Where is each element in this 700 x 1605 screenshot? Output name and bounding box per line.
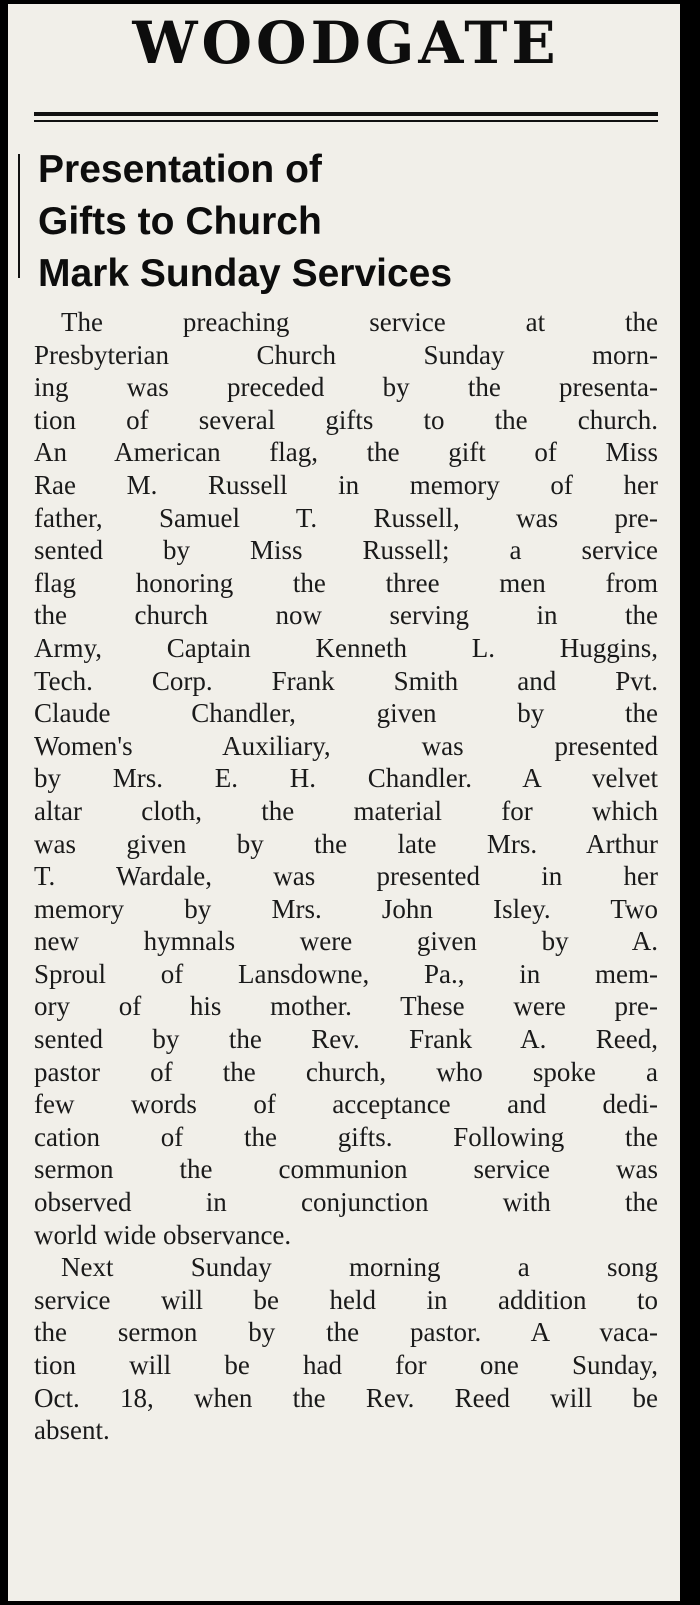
- article-line: Rae M. Russell in memory of her: [34, 469, 658, 500]
- article-line: world wide observance.: [34, 1219, 292, 1250]
- article-paragraph-2: [34, 1251, 658, 1447]
- article-line: An American flag, the gift of Miss: [34, 437, 658, 468]
- article-line: sented by the Rev. Frank A. Reed,: [34, 1024, 658, 1055]
- article-line: absent.: [34, 1415, 110, 1446]
- article-line: new hymnals were given by A.: [34, 926, 658, 957]
- article-line: pastor of the church, who spoke a: [34, 1056, 658, 1087]
- article-line: Tech. Corp. Frank Smith and Pvt.: [34, 665, 658, 696]
- headline-line: Presentation of: [38, 148, 322, 191]
- article-line: Claude Chandler, given by the: [34, 698, 658, 729]
- article-line: observed in conjunction with the: [34, 1187, 658, 1218]
- article-line: by Mrs. E. H. Chandler. A velvet: [34, 763, 658, 794]
- article-headline: [34, 144, 658, 300]
- article-line: Army, Captain Kenneth L. Huggins,: [34, 632, 658, 663]
- article-line: flag honoring the three men from: [34, 567, 658, 598]
- article-line: few words of acceptance and dedi-: [34, 1089, 658, 1120]
- headline-line: Gifts to Church: [38, 200, 322, 243]
- article-line: sented by Miss Russell; a service: [34, 535, 658, 566]
- article-line: Sproul of Lansdowne, Pa., in mem-: [34, 958, 658, 989]
- article-line: Women's Auxiliary, was presented: [34, 730, 658, 761]
- article-body: [34, 306, 658, 1447]
- masthead-rule-thin: [34, 120, 658, 122]
- masthead-rule-thick: [34, 112, 658, 116]
- article-line: was given by the late Mrs. Arthur: [34, 828, 658, 859]
- article-line: sermon the communion service was: [34, 1154, 658, 1185]
- article-line: ing was preceded by the presenta-: [34, 372, 658, 403]
- article-line: the church now serving in the: [34, 600, 658, 631]
- article-line: service will be held in addition to: [34, 1284, 658, 1315]
- article-line: altar cloth, the material for which: [34, 795, 658, 826]
- article-line: ory of his mother. These were pre-: [34, 991, 658, 1022]
- article-line: Oct. 18, when the Rev. Reed will be: [34, 1382, 658, 1413]
- newspaper-clipping: [8, 4, 680, 1601]
- headline-line: Mark Sunday Services: [38, 252, 453, 295]
- article-line: tion will be had for one Sunday,: [34, 1350, 658, 1380]
- article-line: father, Samuel T. Russell, was pre-: [34, 502, 658, 533]
- article-line: Next Sunday morning a song: [34, 1252, 658, 1283]
- masthead: WOODGATE: [132, 9, 560, 77]
- headline-side-rule: [18, 154, 20, 278]
- article-paragraph-1: [34, 306, 658, 1251]
- article-line: the sermon by the pastor. A vaca-: [34, 1317, 658, 1348]
- article-line: The preaching service at the: [34, 307, 658, 337]
- article-line: memory by Mrs. John Isley. Two: [34, 893, 658, 924]
- article-line: tion of several gifts to the church.: [34, 404, 658, 435]
- article-line: Presbyterian Church Sunday morn-: [34, 339, 658, 370]
- article-line: T. Wardale, was presented in her: [34, 861, 658, 892]
- article-line: cation of the gifts. Following the: [34, 1121, 658, 1152]
